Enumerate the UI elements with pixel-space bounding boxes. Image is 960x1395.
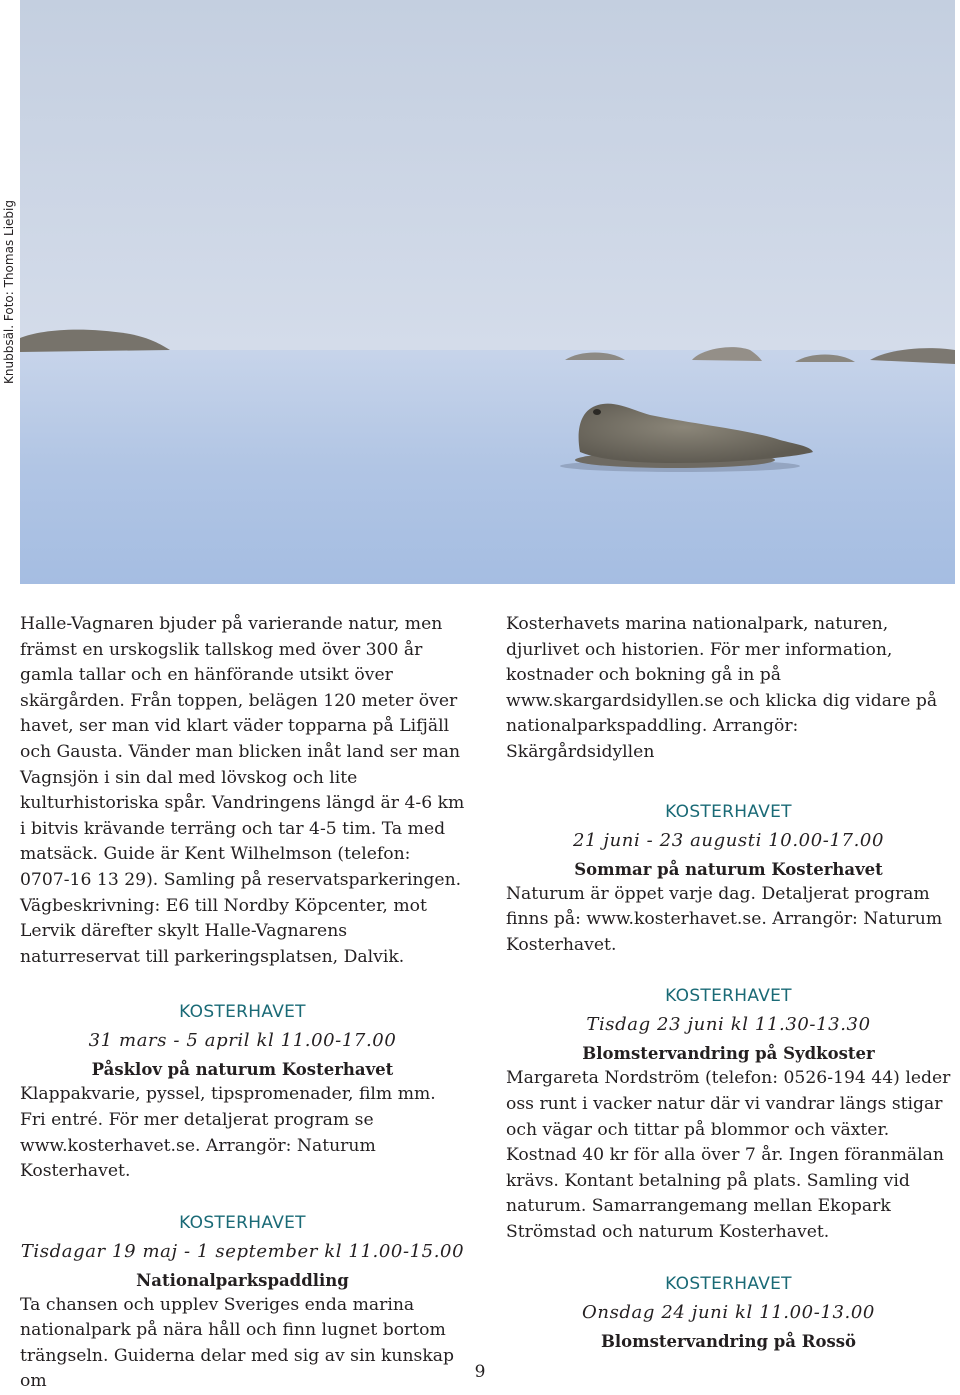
event-heading: KOSTERHAVET — [665, 1273, 792, 1294]
event-heading: KOSTERHAVET — [179, 1002, 306, 1023]
event-sydkoster — [506, 984, 951, 1245]
event-title: Nationalparkspaddling — [136, 1270, 349, 1290]
event-title: Sommar på naturum Kosterhavet — [574, 859, 883, 879]
event-summer — [506, 800, 951, 959]
continuation-text: Kosterhavets marina nationalpark, naturen, djurlivet och historien. För mer information, kostnader och bokning gå in på www.skargardsidyllen.se och klicka dig vidare på nationalparkspaddling. Arrangör: Skärgårdsidyllen — [506, 614, 938, 762]
event-title: Påsklov på naturum Kosterhavet — [91, 1060, 394, 1080]
photo-credit: Knubbsäl. Foto: Thomas Liebig — [2, 200, 16, 384]
event-date: 31 mars - 5 april kl 11.00-17.00 — [88, 1030, 397, 1052]
event-date: Tisdagar 19 maj - 1 september kl 11.00-15.00 — [20, 1240, 465, 1262]
event-text: Margareta Nordström (telefon: 0526-194 44) leder oss runt i vacker natur där vi vandrar längs stigar och vägar och tittar på blommor och växter. Kostnad 40 kr för alla över 7 år. Ingen föranmälan krävs. Kontant betalning på plats. Samling vid naturum. Samarrangemang mellan Ekopark Strömstad och naturum Kosterhavet. — [506, 1068, 951, 1242]
event-text: Naturum är öppet varje dag. Detaljerat program finns på: www.kosterhavet.se. Arrangör: Naturum Kosterhavet. — [506, 883, 943, 955]
event-title: Blomstervandring på Rossö — [600, 1331, 857, 1351]
event-title: Blomstervandring på Sydkoster — [582, 1044, 875, 1064]
event-date: 21 juni - 23 augusti 10.00-17.00 — [572, 829, 885, 851]
event-rosso — [506, 1272, 951, 1354]
event-text: Klappakvarie, pyssel, tipspromenader, film mm. Fri entré. För mer detaljerat program se www.kosterhavet.se. Arrangör: Naturum Kosterhavet. — [20, 1084, 436, 1182]
page-number: 9 — [474, 1362, 486, 1382]
event-text: Ta chansen och upplev Sveriges enda marina nationalpark på nära håll och finn lugnet bortom trängseln. Guiderna delar med sig av sin kunskap om — [20, 1294, 455, 1392]
event-easter — [20, 1000, 465, 1184]
left-column — [20, 612, 465, 1395]
event-date: Onsdag 24 juni kl 11.00-13.00 — [582, 1301, 875, 1323]
event-date: Tisdag 23 juni kl 11.30-13.30 — [586, 1014, 871, 1036]
event-heading: KOSTERHAVET — [665, 986, 792, 1007]
event-heading: KOSTERHAVET — [665, 801, 792, 822]
intro-text: Halle-Vagnaren bjuder på varierande natur, men främst en urskogslik tallskog med över 300 år gamla tallar och en hänförande utsikt över skärgården. Från toppen, belägen 120 meter över havet, ser man vid klart väder topparna på Lifjäll och Gausta. Vänder man blicken inåt land ser man Vagnsjön i sin dal med lövskog och lite kulturhistoriska spår. Vandringens längd är 4-6 km i bitvis krävande terräng och tar 4-5 tim. Ta med matsäck. Guide är Kent Wilhelmson (telefon: 0707-16 13 29). Samling på reservatsparkeringen. Vägbeskrivning: E6 till Nordby Köpcenter, mot Lervik därefter skylt Halle-Vagnarens naturreservat till parkeringsplatsen, Dalvik. — [20, 614, 465, 967]
seal-photo — [20, 0, 955, 584]
right-column — [506, 612, 951, 1354]
event-heading: KOSTERHAVET — [179, 1212, 306, 1233]
